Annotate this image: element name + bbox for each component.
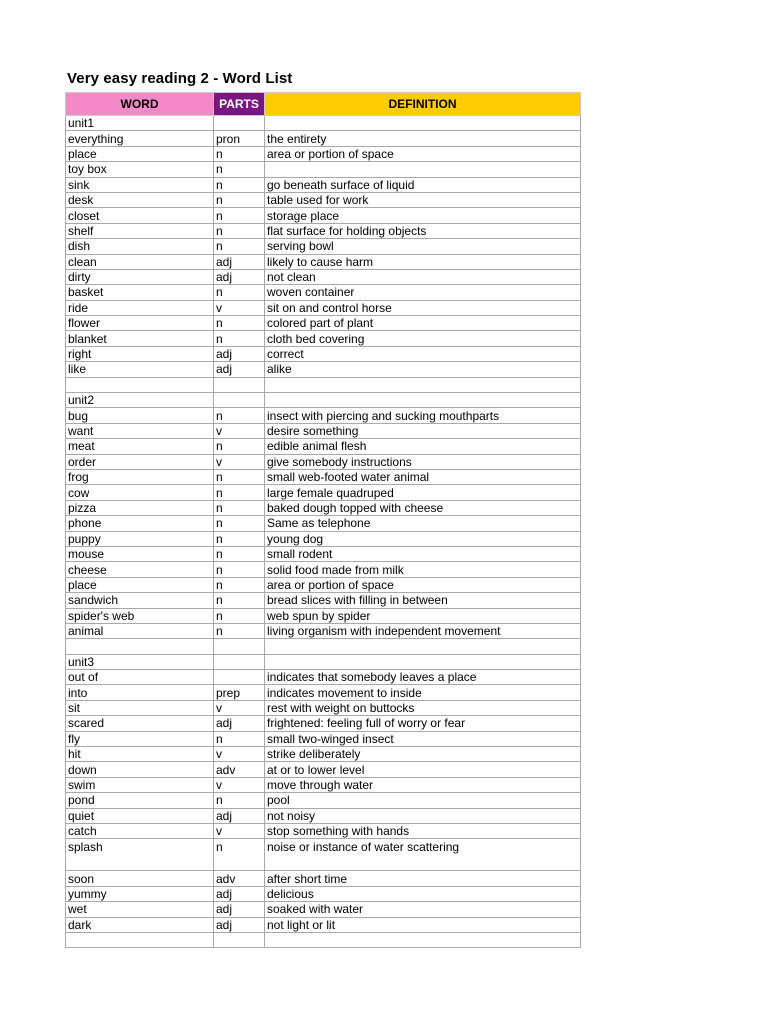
table-row [66, 239, 581, 254]
word-cell: puppy [66, 531, 214, 546]
table-row [66, 223, 581, 238]
definition-cell: Same as telephone [265, 516, 581, 531]
definition-cell: stop something with hands [265, 823, 581, 838]
part-of-speech-cell: v [214, 777, 265, 792]
table-row [66, 608, 581, 623]
definition-cell: not light or lit [265, 917, 581, 932]
word-cell: swim [66, 777, 214, 792]
part-of-speech-cell: v [214, 423, 265, 438]
table-row [66, 700, 581, 715]
word-cell: basket [66, 285, 214, 300]
definition-cell: small rodent [265, 546, 581, 561]
page-title: Very easy reading 2 - Word List [67, 70, 293, 87]
table-row [66, 454, 581, 469]
part-of-speech-cell: n [214, 285, 265, 300]
table-row [66, 146, 581, 161]
word-cell: dish [66, 239, 214, 254]
table-row [66, 469, 581, 484]
part-of-speech-cell [214, 116, 265, 131]
definition-cell: baked dough topped with cheese [265, 500, 581, 515]
word-cell: place [66, 577, 214, 592]
definition-cell: likely to cause harm [265, 254, 581, 269]
part-of-speech-cell: n [214, 562, 265, 577]
definition-cell: desire something [265, 423, 581, 438]
word-cell: sink [66, 177, 214, 192]
word-cell: yummy [66, 886, 214, 901]
definition-cell [265, 393, 581, 408]
word-cell: dirty [66, 269, 214, 284]
part-of-speech-cell: n [214, 439, 265, 454]
word-cell: right [66, 346, 214, 361]
header-row [66, 93, 581, 116]
word-cell: mouse [66, 546, 214, 561]
word-cell: cow [66, 485, 214, 500]
word-cell: blanket [66, 331, 214, 346]
word-cell: pizza [66, 500, 214, 515]
definition-cell: at or to lower level [265, 762, 581, 777]
table-row [66, 300, 581, 315]
table-row [66, 839, 581, 871]
table-row [66, 485, 581, 500]
word-cell: soon [66, 871, 214, 886]
definition-cell: bread slices with filling in between [265, 593, 581, 608]
definition-cell: small two-winged insect [265, 731, 581, 746]
table-row [66, 423, 581, 438]
part-of-speech-cell: n [214, 793, 265, 808]
part-of-speech-cell: adv [214, 762, 265, 777]
definition-cell: living organism with independent movement [265, 623, 581, 638]
word-cell: scared [66, 716, 214, 731]
word-cell [66, 377, 214, 392]
definition-cell: after short time [265, 871, 581, 886]
definition-cell [265, 654, 581, 669]
parts-column-header: PARTS [214, 93, 265, 116]
table-row [66, 254, 581, 269]
part-of-speech-cell: n [214, 408, 265, 423]
definition-cell: colored part of plant [265, 316, 581, 331]
definition-cell: not noisy [265, 808, 581, 823]
definition-cell [265, 377, 581, 392]
table-row [66, 500, 581, 515]
definition-cell: large female quadruped [265, 485, 581, 500]
part-of-speech-cell: n [214, 192, 265, 207]
word-cell: toy box [66, 162, 214, 177]
word-cell: into [66, 685, 214, 700]
definition-cell: young dog [265, 531, 581, 546]
part-of-speech-cell: n [214, 516, 265, 531]
definition-cell: woven container [265, 285, 581, 300]
table-row [66, 654, 581, 669]
table-row [66, 871, 581, 886]
part-of-speech-cell: n [214, 177, 265, 192]
definition-cell [265, 116, 581, 131]
table-row [66, 562, 581, 577]
word-cell: clean [66, 254, 214, 269]
definition-cell: frightened: feeling full of worry or fear [265, 716, 581, 731]
word-cell: meat [66, 439, 214, 454]
part-of-speech-cell: n [214, 331, 265, 346]
part-of-speech-cell: adj [214, 716, 265, 731]
part-of-speech-cell: n [214, 146, 265, 161]
part-of-speech-cell: adv [214, 871, 265, 886]
word-cell: order [66, 454, 214, 469]
definition-cell: go beneath surface of liquid [265, 177, 581, 192]
word-cell: flower [66, 316, 214, 331]
part-of-speech-cell [214, 932, 265, 947]
table-row [66, 670, 581, 685]
table-row [66, 793, 581, 808]
definition-cell: storage place [265, 208, 581, 223]
table-row [66, 192, 581, 207]
table-row [66, 208, 581, 223]
word-cell: sandwich [66, 593, 214, 608]
word-cell: down [66, 762, 214, 777]
part-of-speech-cell: v [214, 454, 265, 469]
part-of-speech-cell [214, 377, 265, 392]
table-row [66, 408, 581, 423]
word-list-table [65, 92, 581, 948]
table-row [66, 531, 581, 546]
definition-cell: sit on and control horse [265, 300, 581, 315]
table-row [66, 808, 581, 823]
part-of-speech-cell: n [214, 546, 265, 561]
definition-cell: web spun by spider [265, 608, 581, 623]
part-of-speech-cell: n [214, 577, 265, 592]
definition-cell: serving bowl [265, 239, 581, 254]
table-row [66, 285, 581, 300]
part-of-speech-cell: pron [214, 131, 265, 146]
word-cell: desk [66, 192, 214, 207]
word-cell: unit3 [66, 654, 214, 669]
definition-cell: pool [265, 793, 581, 808]
part-of-speech-cell [214, 639, 265, 654]
word-cell [66, 932, 214, 947]
definition-cell: strike deliberately [265, 747, 581, 762]
table-row [66, 777, 581, 792]
part-of-speech-cell: adj [214, 346, 265, 361]
definition-cell: cloth bed covering [265, 331, 581, 346]
definition-column-header: DEFINITION [265, 93, 581, 116]
definition-cell [265, 639, 581, 654]
part-of-speech-cell: n [214, 469, 265, 484]
table-row [66, 932, 581, 947]
word-cell: pond [66, 793, 214, 808]
word-cell: shelf [66, 223, 214, 238]
word-cell: unit2 [66, 393, 214, 408]
definition-cell: flat surface for holding objects [265, 223, 581, 238]
word-cell: ride [66, 300, 214, 315]
word-cell: wet [66, 902, 214, 917]
table-row [66, 917, 581, 932]
word-cell: animal [66, 623, 214, 638]
part-of-speech-cell: adj [214, 886, 265, 901]
part-of-speech-cell: n [214, 531, 265, 546]
part-of-speech-cell: n [214, 593, 265, 608]
part-of-speech-cell: n [214, 731, 265, 746]
table-row [66, 116, 581, 131]
definition-cell: soaked with water [265, 902, 581, 917]
part-of-speech-cell: n [214, 223, 265, 238]
definition-cell: correct [265, 346, 581, 361]
table-row [66, 639, 581, 654]
word-cell: sit [66, 700, 214, 715]
word-cell: closet [66, 208, 214, 223]
definition-cell: not clean [265, 269, 581, 284]
word-cell: fly [66, 731, 214, 746]
definition-cell: noise or instance of water scattering [265, 839, 581, 871]
table-row [66, 747, 581, 762]
word-cell: dark [66, 917, 214, 932]
table-row [66, 131, 581, 146]
part-of-speech-cell: n [214, 608, 265, 623]
table-row [66, 762, 581, 777]
word-cell: bug [66, 408, 214, 423]
word-cell: unit1 [66, 116, 214, 131]
definition-cell: move through water [265, 777, 581, 792]
part-of-speech-cell: n [214, 485, 265, 500]
table-row [66, 177, 581, 192]
word-list-body [66, 116, 581, 948]
part-of-speech-cell: n [214, 239, 265, 254]
table-row [66, 593, 581, 608]
definition-cell: area or portion of space [265, 146, 581, 161]
definition-cell: area or portion of space [265, 577, 581, 592]
table-row [66, 269, 581, 284]
table-row [66, 823, 581, 838]
word-cell: place [66, 146, 214, 161]
part-of-speech-cell: adj [214, 362, 265, 377]
table-row [66, 316, 581, 331]
table-row [66, 623, 581, 638]
table-row [66, 346, 581, 361]
definition-cell: the entirety [265, 131, 581, 146]
part-of-speech-cell: n [214, 208, 265, 223]
table-row [66, 546, 581, 561]
word-cell: phone [66, 516, 214, 531]
part-of-speech-cell [214, 654, 265, 669]
definition-cell: insect with piercing and sucking mouthparts [265, 408, 581, 423]
word-cell: splash [66, 839, 214, 871]
definition-cell: small web-footed water animal [265, 469, 581, 484]
part-of-speech-cell: n [214, 623, 265, 638]
part-of-speech-cell: n [214, 162, 265, 177]
word-cell: frog [66, 469, 214, 484]
definition-cell: alike [265, 362, 581, 377]
table-row [66, 362, 581, 377]
definition-cell: solid food made from milk [265, 562, 581, 577]
word-cell: want [66, 423, 214, 438]
table-row [66, 393, 581, 408]
word-column-header: WORD [66, 93, 214, 116]
part-of-speech-cell: prep [214, 685, 265, 700]
definition-cell: delicious [265, 886, 581, 901]
word-cell: cheese [66, 562, 214, 577]
definition-cell: indicates movement to inside [265, 685, 581, 700]
part-of-speech-cell [214, 393, 265, 408]
part-of-speech-cell: adj [214, 808, 265, 823]
part-of-speech-cell: adj [214, 902, 265, 917]
word-cell: catch [66, 823, 214, 838]
definition-cell: edible animal flesh [265, 439, 581, 454]
definition-cell: give somebody instructions [265, 454, 581, 469]
definition-cell: table used for work [265, 192, 581, 207]
part-of-speech-cell: adj [214, 254, 265, 269]
table-row [66, 516, 581, 531]
part-of-speech-cell: n [214, 316, 265, 331]
definition-cell [265, 932, 581, 947]
part-of-speech-cell: adj [214, 917, 265, 932]
definition-cell: indicates that somebody leaves a place [265, 670, 581, 685]
part-of-speech-cell: n [214, 839, 265, 871]
word-cell: everything [66, 131, 214, 146]
word-cell [66, 639, 214, 654]
table-row [66, 577, 581, 592]
word-cell: like [66, 362, 214, 377]
table-row [66, 685, 581, 700]
part-of-speech-cell: v [214, 747, 265, 762]
definition-cell [265, 162, 581, 177]
part-of-speech-cell: adj [214, 269, 265, 284]
table-row [66, 162, 581, 177]
table-row [66, 886, 581, 901]
table-row [66, 731, 581, 746]
table-row [66, 377, 581, 392]
part-of-speech-cell: v [214, 700, 265, 715]
definition-cell: rest with weight on buttocks [265, 700, 581, 715]
part-of-speech-cell [214, 670, 265, 685]
table-row [66, 716, 581, 731]
word-cell: quiet [66, 808, 214, 823]
word-cell: spider's web [66, 608, 214, 623]
part-of-speech-cell: n [214, 500, 265, 515]
table-row [66, 331, 581, 346]
table-row [66, 902, 581, 917]
word-cell: out of [66, 670, 214, 685]
table-row [66, 439, 581, 454]
part-of-speech-cell: v [214, 823, 265, 838]
part-of-speech-cell: v [214, 300, 265, 315]
word-cell: hit [66, 747, 214, 762]
